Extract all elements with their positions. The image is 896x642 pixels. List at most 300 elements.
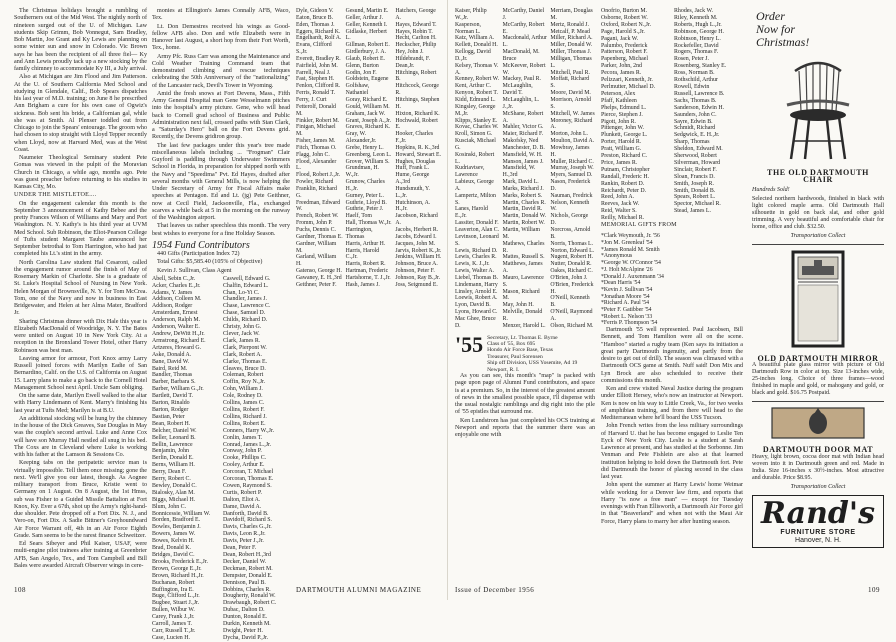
contributor-name: Kroll, Simon G. bbox=[455, 131, 493, 138]
contributor-name: Hutchinson, A. H.,Jr. bbox=[395, 199, 431, 213]
contributor-name: Hayes, Robin T. bbox=[395, 28, 433, 35]
contributor-list bbox=[601, 8, 743, 222]
contributor-name: Collins, Richard J. bbox=[223, 413, 267, 420]
issue-date: Issue of December 1956 bbox=[455, 586, 535, 594]
paragraph: An additional stocking will be hung by the chimney in the house of the Dick Greaves, Sue Douglas in May was the couple's second arrival. Luke and Anne Cox will have son Murray Hall nestled all snug in his bed. The Coxs are in Cleveland where Luke is working with his father at the Lamson & Sessions Co. bbox=[14, 415, 147, 458]
contributor-name: Gillman, Robert E. bbox=[345, 42, 390, 49]
contributor-name: Davidoff, Richard S. bbox=[223, 517, 272, 524]
contributor-name: Moulton, David A. bbox=[550, 138, 595, 145]
transport-note: Transportation Collect bbox=[790, 232, 846, 239]
contributor-name: Bandler, Thomas bbox=[152, 372, 193, 379]
memorial-heading: MEMORIAL GIFTS FROM bbox=[601, 222, 677, 229]
order-line: Now for bbox=[756, 22, 796, 36]
paragraph: The last few packages under this year's tree made miscellaneous labels including ... "Frogman" Clair Guyford is paddling through Underwater Swimmers School in Florida, in preparation for shipped north with the Navy and "Speedima" Pvt. Ed Hayes, drafted after several months with General Mills, is now helping the Under Secretary of Army for Fiscal Affairs make speeches at Pentagon. Ed and Lt. (jg) Pete Geithner, now at Cecil Field, Jacksonville, Fla., exchanged scarves a while back at 5 in the morning on the runway of the Washington airport. bbox=[152, 142, 290, 221]
paragraph: On the same date, Marilyn Ewell walked to the altar with Harry Lindemann of Kent. Marry's finishing his last year at Tufts Med; Marilyn is at B.U. bbox=[14, 393, 147, 414]
contributor-name: Price, James R. bbox=[601, 159, 638, 166]
contributor-name: Armstrong, Richard E. bbox=[152, 337, 206, 344]
contributor-name: Hayes, Edward T. bbox=[395, 21, 437, 28]
mirror-ad-title: OLD DARTMOUTH MIRROR bbox=[757, 354, 879, 363]
memorial-gift: *Richard A. Paul '54 bbox=[601, 300, 650, 307]
contributor-name: Oakes, Richard C. bbox=[550, 268, 593, 275]
memorial-gift-list bbox=[601, 233, 743, 327]
contributor-name: Peterson, Alex bbox=[601, 90, 636, 97]
contributor-name: Lyons, Howard C. bbox=[455, 309, 498, 316]
contributor-name: Martin, Robert W. bbox=[502, 220, 545, 227]
paragraph: Also at Michigan are Jim Flood and Jim Patterson. At the U. of Southern California Med School and studying in Glendale, Calif., Bob Spears dispatches his last year of M.D. training; on June 8 he prescribed Ann Brigham a cure for his own case of Ogwiz's sickness. Bob sent his bride, a Californian gal, while she was at Smith. Al Plenser toddled out from Chicago to join the Spears' entourage. The groom who had chosen to stop straight with Lloyd Tepper recently when Lloyd, now at Harvard Med, was at the West Coast. bbox=[14, 74, 147, 153]
contributor-name: Corcoran, T. Michael bbox=[223, 469, 274, 476]
contributor-name: Hildebrandt, F. Dean,Jr. bbox=[395, 55, 431, 69]
contributor-name: Sanderson, Edwin H. bbox=[674, 104, 725, 111]
contributor-name: Bowles, Benjamin J. bbox=[152, 524, 201, 531]
contributor-name: Clever, Jack W. bbox=[223, 331, 260, 337]
contributor-name: McShane, Robert A. bbox=[502, 110, 544, 124]
contributor-name: Liebel, Thomas B. bbox=[455, 274, 499, 281]
contributor-name: Biggs, Michael H. bbox=[152, 496, 196, 503]
contributor-name: Bugbee, Stuart J.,Jr. bbox=[152, 600, 200, 607]
contributor-name: Dycha, David P.,Jr. bbox=[223, 634, 269, 641]
contributor-name: Nelson, Kenneth W. bbox=[550, 199, 590, 213]
contributor-name: Porter, Harold R. bbox=[601, 139, 642, 146]
mat-ad-title: DARTMOUTH DOOR MAT bbox=[762, 445, 874, 455]
contributor-name: McLaughlin, L. J.,Jr. bbox=[502, 96, 540, 110]
contributor-name: Howard, Stewart E. bbox=[395, 151, 442, 158]
contributor-name: Hitchings, Robert B. bbox=[395, 69, 437, 83]
contributor-name: Farrell, Neal J. bbox=[296, 69, 331, 76]
contributor-name: Belcher, Daniel W. bbox=[152, 427, 197, 434]
contributor-name: Lewis, Charles R. bbox=[455, 254, 497, 261]
divider bbox=[752, 244, 884, 245]
contributor-name: Lyon, David B. bbox=[455, 302, 491, 309]
contributor-name: Myers, Samuel D. bbox=[550, 172, 593, 179]
contributor-name: Hixton, Richard K. bbox=[395, 110, 440, 117]
fund-stat: 440 Gifts (Participation Index 72) bbox=[157, 251, 240, 257]
contributor-name: Miller, Richard A. bbox=[550, 35, 593, 42]
contributor-name: Coffin, Roy N.,Jr. bbox=[223, 379, 266, 386]
left-column-3 bbox=[296, 8, 442, 576]
contributor-name: Guthrie, Peter J. bbox=[345, 206, 384, 213]
contributor-name: Martin, David R. bbox=[502, 206, 543, 213]
contributor-name: O'Neill, Raymond A. bbox=[550, 309, 593, 322]
contributor-name: Mason, Richard M. bbox=[502, 288, 540, 302]
contributor-name: Nugent, Robert H. bbox=[550, 254, 594, 261]
paragraph: Ed Sears Sibeyer and Phil Kaiser, USAF, were multi-engine pilot trainees after training at Greenbrier AFB, San Angelo, Tex., and Tom Campbell and Bill Bales were awarded Aircraft Observer wings in cere- bbox=[14, 541, 147, 569]
contributor-name: Mathews, Charles R. bbox=[502, 240, 545, 254]
contributor-name: Carroll, James T. bbox=[152, 621, 193, 628]
contributor-name: Fast, Stephen H. bbox=[296, 76, 335, 83]
class-officer-line: Class of '55, Box 695 bbox=[487, 341, 536, 348]
contributor-name: Sedgwick, E. H.,Jr. bbox=[674, 132, 720, 139]
contributor-name: Dean, Peter F. bbox=[223, 545, 257, 552]
contributor-name: Spears, Robert L. bbox=[674, 194, 716, 201]
contributor-name: Bastian, Peter bbox=[152, 413, 185, 420]
contributor-name: Kidd, Edmund L. bbox=[455, 96, 496, 103]
contributor-name: Loewis, Robert A. bbox=[455, 295, 498, 302]
transport-note: Transportation Collect bbox=[790, 483, 846, 490]
class-year: '55 bbox=[455, 331, 484, 357]
contributor-name: Bane, David W. bbox=[152, 358, 190, 365]
contributor-name: Conlin, James T. bbox=[223, 434, 263, 441]
contributor-name: Harris, Arthur H. bbox=[345, 240, 386, 247]
contributor-name: Makofsky, Ned bbox=[502, 138, 539, 145]
contributor-name: Dwight, Peter H. bbox=[223, 627, 263, 634]
contributor-name: Fuchs, Dennis C. bbox=[296, 227, 336, 233]
contributor-name: Rogers, Thomas F. bbox=[674, 49, 719, 56]
contributor-name: Hey, John J. bbox=[395, 49, 424, 56]
contributor-name: Norcross, Arnold B. bbox=[550, 227, 591, 240]
contributor-name: Bean, Robert H. bbox=[152, 420, 191, 427]
contributor-name: Mertz, Ronald J. bbox=[550, 21, 589, 28]
contributor-name: Finigan, Michael M. bbox=[296, 124, 336, 138]
order-line: Christmas! bbox=[756, 35, 810, 49]
store-type: FURNITURE STORE bbox=[780, 528, 856, 536]
contributor-name: Mansfield, W. H. bbox=[502, 151, 543, 158]
contributor-name: Deckman, Robert M. bbox=[223, 565, 273, 572]
contributor-name: Bialosky, Alan M. bbox=[152, 489, 195, 496]
contributor-name: Dempster, Donald E. bbox=[223, 572, 273, 579]
contributor-name: Russell, Lawrence B. bbox=[674, 90, 725, 97]
contributor-name: Martin, Donald W. bbox=[502, 213, 547, 220]
contributor-name: Reid, Walter S. bbox=[601, 208, 637, 215]
contributor-name: O'Brien, John J. bbox=[550, 274, 588, 281]
left-column-2 bbox=[152, 8, 290, 641]
contributor-name: Case, Lucien H. bbox=[152, 634, 190, 641]
contributor-name: Decker, Daniel W. bbox=[223, 558, 267, 565]
mat-ad-body: Heavy, light brown, cocoa door mat with Indian head woven into it in Dartmouth green and red. Made in India. Size 16-inches x 30½-inches. Most attractive and durable. Price $8.95. bbox=[752, 453, 884, 481]
contributor-name: Muller, Richard C. bbox=[550, 158, 594, 165]
contributor-name: Glaub, Robert E. bbox=[345, 55, 385, 62]
contributor-name: Conway, John P. bbox=[223, 448, 262, 455]
contributor-name: Bewley, Donald C. bbox=[152, 482, 197, 489]
contributor-name: Dyle, Gideon V. bbox=[296, 8, 334, 14]
contributor-name: Johnson, Bruce A. bbox=[395, 261, 438, 268]
contributor-name: Berry, Robert C. bbox=[152, 476, 191, 483]
contributor-name: Curtis, Robert P. bbox=[223, 489, 262, 496]
class-officer-line: Hondo Air Force Base, Texas bbox=[487, 347, 553, 354]
memorial-gift: *Ferris P. Thompson '54 bbox=[601, 320, 658, 327]
contributor-name: Jacobson, Richard A. bbox=[395, 213, 438, 227]
contributor-name: Baird, Reid M. bbox=[152, 365, 188, 372]
class-officer-line: Newport, R. I. bbox=[487, 366, 520, 373]
contributor-name: Onofrio, Burton M. bbox=[601, 8, 648, 14]
contributor-name: Klipps, Stanley E. bbox=[455, 117, 498, 124]
contributor-name: Dennison, Paul B. bbox=[223, 579, 266, 586]
contributor-name: Maier, Richard F. bbox=[502, 131, 544, 138]
contributor-name: Blum, John C. bbox=[152, 503, 187, 510]
paragraph: Dartmouth '55 well represented. Paul Jacobsen, Bill Bennett, and Tom Hamilton were all on the scene. "Hamboo" started a rugby team (Ken says its initiation a great party Dartmouth ingenuity, and partly from the desire to get out of drill). The season was climaxed with a Dartmouth OCS game at Smith. Nuff said! Don Mix and Lyn Brock are also scheduled to receive their commissions this month. bbox=[601, 327, 743, 384]
contributor-name: Chan, Lo-Yi C. bbox=[223, 289, 260, 296]
contributor-name: Kellett, Donald H. bbox=[455, 42, 498, 49]
contributor-name: Jacques, John M. bbox=[395, 240, 436, 247]
contributor-name: Lewis, K. J.,Jr. bbox=[455, 261, 490, 268]
contributor-name: Geithner, Peter F. bbox=[296, 281, 337, 288]
contributor-name: Dubac, Dalton D. bbox=[223, 607, 265, 614]
paragraph: Sharing Christmas dinner with Dix Hale this year is Elizabeth MacDonald of Woodridge, N. Y. The Bates were united on August 10 in New York City. At a reception in the Bronxland Tower Hotel, other Harry Robinson was best man. bbox=[14, 318, 147, 354]
paragraph: As you can see, this month's "map" is packed with page upon page of Alumni Fund contributors, and space is at a premium. So, in the interest of the greatest amount of news in the smallest possible space, I'll dispense with the usual nostalgic ramblings and dig right into the pile of '55 epistles that surround me. bbox=[455, 373, 595, 416]
contributor-name: Greenberg, Leon L. bbox=[345, 151, 392, 158]
contributor-name: Huff, Frank L. bbox=[395, 165, 430, 172]
contributor-name: Jacobs, Herbert R. bbox=[395, 227, 439, 233]
contributor-name: Nichols, George D. bbox=[550, 213, 589, 227]
contributor-name: Bartlett, David T. bbox=[152, 393, 194, 400]
contributor-name: Mattes, Russell S. bbox=[502, 254, 545, 261]
contributor-name: Mark, David L. bbox=[502, 179, 539, 186]
contributor-name: Grant, Joseph A.,Jr. bbox=[345, 117, 392, 124]
contributor-name: Roberts, Hugh L.,Jr. bbox=[674, 21, 722, 28]
contributor-name: Fairfield, John M. bbox=[296, 62, 338, 69]
contributor-name: Fenlon, Clifford R. bbox=[296, 83, 341, 90]
contributor-name: Plunkett, George L. bbox=[601, 132, 648, 139]
contributor-name: Corcoran, Thomas E. bbox=[223, 476, 274, 483]
contributor-name: Grundman, H. W.,Jr. bbox=[345, 165, 379, 179]
contributor-name: Johnson, Ray B.,Jr. bbox=[395, 274, 441, 281]
contributor-name: Anderson, Walter E. bbox=[152, 324, 200, 331]
contributor-name: Kovac, Charles W. bbox=[455, 124, 499, 131]
contributor-name: Lassiter, Donald F. bbox=[455, 220, 499, 227]
contributor-name: Conners, Harry W.,Jr. bbox=[223, 427, 275, 434]
contributor-name: Acker, Charles E.,Jr. bbox=[152, 282, 201, 289]
contributor-name: Sharp, Thomas bbox=[674, 139, 710, 146]
contributor-name: Lanes, Harold E.,Jr. bbox=[455, 206, 488, 220]
paragraph: Ken Lundstrom has just completed his OCS training at Newport and reports that the summer there was an enjoyable one with bbox=[455, 417, 595, 439]
contributor-name: Macdonald, Arthur L. bbox=[502, 35, 547, 49]
contributor-name: Freedman, Edward W. bbox=[296, 199, 341, 213]
contributor-name: Reed, John A. bbox=[601, 194, 635, 201]
contributor-name: Mowbray, James H. bbox=[550, 144, 590, 158]
contributor-name: McLaughlin, David T. bbox=[502, 83, 533, 97]
contributor-name: Labieux, George A. bbox=[455, 179, 494, 192]
contributor-name: Goray, Richard E. bbox=[345, 96, 388, 103]
contributor-name: Mitchell, W. James bbox=[550, 110, 595, 117]
contributor-name: Silverman, Howard bbox=[674, 159, 721, 166]
right-column-1 bbox=[455, 8, 595, 576]
contributor-name: Borden, Bradford E. bbox=[152, 517, 201, 524]
contributor-name: Manson, James J. bbox=[502, 158, 544, 165]
contributor-name: Hochwald, Robert E. bbox=[395, 117, 438, 131]
contributor-name: Brooks, Frederick E.,Jr. bbox=[152, 558, 208, 565]
contributor-name: Adams, Y. James bbox=[152, 289, 193, 296]
contributor-name: Cole, Rodney D. bbox=[223, 393, 263, 400]
magazine-title: DARTMOUTH ALUMNI MAGAZINE bbox=[296, 586, 422, 594]
contributor-name: Gidlaske, Herbert L. bbox=[345, 28, 387, 42]
contributor-name: Amsterdam, Ernest bbox=[152, 310, 198, 317]
contributor-name: Robinson, Henry L. bbox=[674, 35, 721, 42]
contributor-name: Kosinski, Robert L. bbox=[455, 151, 495, 165]
contributor-name: McCarthy, Daniel J. bbox=[502, 8, 545, 21]
contributor-name: Sachs, Thomas B. bbox=[674, 97, 717, 104]
contributor-name: Sheldon, Edward M. bbox=[674, 146, 723, 153]
contributor-name: Page, Harold S.,Jr. bbox=[601, 28, 645, 35]
contributor-name: Fisher, James M. bbox=[296, 138, 336, 145]
contributor-name: Sinclair, Robert F. bbox=[674, 166, 717, 173]
contributor-name: Mauro, Lawrence S. bbox=[502, 274, 544, 288]
contributor-name: Murray, Joseph W. bbox=[550, 165, 594, 172]
contributor-name: Olson, Richard M. bbox=[550, 322, 594, 329]
contributor-name: Bowers, James W. bbox=[152, 531, 196, 538]
contributor-name: Clark, James R. bbox=[223, 337, 261, 344]
contributor-name: Harris, Robert R. bbox=[345, 261, 386, 268]
contributor-name: Martin, William M. bbox=[502, 227, 540, 240]
contributor-name: Matthews, James A. bbox=[502, 261, 543, 275]
divider bbox=[752, 401, 884, 402]
contributor-name: Papenberg, Michael bbox=[601, 56, 649, 63]
contributor-name: Nauman, Fredrick bbox=[550, 192, 593, 199]
contributor-name: Cooke, Phillips C. bbox=[223, 455, 267, 462]
memorial-gift: *Robert L. Nelson '33 bbox=[601, 313, 653, 320]
contributor-name: O'Neill, Kenneth B. bbox=[550, 295, 590, 309]
contributor-name: Sayre, Edwin B. bbox=[674, 118, 713, 125]
left-column-1 bbox=[14, 8, 147, 576]
mirror-illustration bbox=[790, 249, 846, 349]
contributor-name: Levinson, Leonard S. bbox=[455, 233, 499, 247]
contributor-name: Brown, Richard H.,Jr. bbox=[152, 572, 204, 579]
contributor-name: Bonnicessie, William W. bbox=[152, 510, 211, 517]
door-mat-illustration bbox=[770, 406, 866, 440]
contributor-name: Milligan, Thomas L. bbox=[550, 55, 592, 69]
contributor-name: Davis, Charles G.,Jr. bbox=[223, 524, 272, 531]
contributor-name: Flood, Alexander L. bbox=[296, 158, 337, 172]
contributor-name: MacDonald, M. Bruce bbox=[502, 49, 540, 62]
paragraph: Leaving armor for armour, Fort Knox army Larry Russell joined forces with Marilyn Eadie of San Bernardino, Calif. on the U.S. of California on August 15. Larry plans to make a go back to the Cornell Hotel Management School next April. Uncle Sam obliging. bbox=[14, 355, 148, 391]
contributor-name: Merriam, Douglas M. bbox=[550, 8, 593, 21]
paragraph: monies at Ellington's James Connally AFB, Waco, Tex. bbox=[152, 8, 290, 22]
contributor-name: Sherwood, Robert bbox=[674, 153, 717, 160]
mirror-ad-body: A beautiful plate glass mirror with picture of Old Dartmouth Row in color at top. Size 13-inches wide, 25-inches long. Choice of three frames—wood finished in maple and gold, or mahogany and gold, or black and gold. $16.75 Postpaid. bbox=[752, 362, 884, 397]
contributor-name: Parker, John, 2nd bbox=[601, 63, 642, 70]
contributor-name: Grebe, Henry L. bbox=[345, 144, 384, 151]
contributor-name: Mitchell, Paul R. bbox=[550, 69, 590, 76]
contributor-name: Kingsley, George M.,Jr. bbox=[455, 103, 496, 117]
contributor-name: Berry, Dean F. bbox=[152, 469, 187, 476]
contributor-name: Menzer, Harold L. bbox=[502, 322, 546, 329]
contributor-name: Gardner, William M. bbox=[296, 240, 337, 254]
contributor-name: Rosenberg, Stanley E. bbox=[674, 63, 727, 70]
contributor-name: Eden, Thomas J. bbox=[296, 21, 335, 28]
contributor-name: Kusciak, Michael G. bbox=[455, 138, 496, 151]
contributor-name: Dame, David A. bbox=[223, 503, 262, 510]
contributor-name: Marks, Robert S. bbox=[502, 192, 543, 199]
chair-ad-title: THE OLD DARTMOUTH CHAIR bbox=[767, 168, 869, 185]
contributor-name: Chase, Samuel D. bbox=[223, 310, 266, 317]
contributor-name: Cowen, Raymond S. bbox=[223, 482, 272, 489]
contributor-name: Ferry, J. Curt bbox=[296, 96, 327, 103]
rands-store-ad bbox=[752, 495, 884, 549]
contributor-name: Hughes, Douglas bbox=[395, 158, 436, 165]
contributor-name: Ross, Norman B. bbox=[674, 70, 715, 77]
contributor-name: Barton, Rodger bbox=[152, 406, 189, 413]
contributor-name: Graves, Richard K. bbox=[345, 124, 391, 131]
contributor-name: Rosen, Peter J. bbox=[674, 56, 710, 63]
contributor-name: Rockefeller, David bbox=[674, 42, 719, 49]
contributor-name: Palumbo, Frederick bbox=[601, 42, 648, 49]
memorial-gift: *Kevin J. Sullivan '54 bbox=[601, 286, 653, 293]
contributor-name: Kent, Arthur C. bbox=[455, 83, 492, 90]
contributor-name: Dalton, Eliot A. bbox=[223, 496, 261, 503]
contributor-name: Davis, Leon R.,Jr. bbox=[223, 531, 266, 538]
contributor-name: Buffington, Ira E. bbox=[152, 586, 194, 593]
contributor-name: Norris, Thomas L. bbox=[550, 240, 594, 247]
contributor-name: Barber, William G.,Jr. bbox=[152, 386, 204, 393]
contributor-name: Katz, William A. bbox=[455, 35, 495, 42]
store-name: Rand's bbox=[761, 495, 875, 531]
contributor-name: Clark, Pierpont W. bbox=[223, 344, 267, 351]
store-location: Hanover, N. H. bbox=[795, 537, 841, 544]
fund-stat: Total Gifts: $5,585.40 (105% of Objective) bbox=[157, 259, 263, 266]
contributor-name: Rhodes, Jack W. bbox=[674, 8, 713, 14]
contributor-name: Pratt, William G. bbox=[601, 146, 642, 153]
contributor-name: Jacobs, Edward I. bbox=[395, 233, 437, 240]
paragraph: Ken and crew visited Naval Justice during the program under Elliott Hersey, who's now an instructor at Newport. Ken is now on his way to Little Creek, Va., for two weeks of amphibian training, and from there will head to the Mediterranean where he'll board the USS Tucson. bbox=[601, 386, 743, 422]
contributor-name: Jenkins, William H. bbox=[395, 254, 442, 261]
contributor-name: Dobbins, Charles R. bbox=[223, 586, 271, 593]
contributor-name: Clarke, Thomas E. bbox=[223, 358, 268, 365]
paragraph: Keeping tabs on the peripatetic service man is virtually impossible. Tell them once missing; gone the next. We'll give you our latest, though. As Aognee military transport from Bruce, Kristie went to Germany on 1 August. On 8 August, the 1st Hmss, sub was Fisher to a Guided Missile Battalion at Fort Knox, Ky. Ever a 67th, shot up the Army's right-hand-due shoulder. Pete dropped off a Fort Dix. N. J., and Vero-on, Fort Dix. A Sadie Bittner's Greyhoundward Air Force Warrant off, 4th in an Air Force Eighth Grade. Sam seems to be the rarest finance Schweitzer. bbox=[14, 460, 147, 539]
contributor-name: Harris, Harold C.,Jr. bbox=[345, 247, 380, 261]
paragraph: On the engagement calendar this month is the September 3 announcement of Kathy Bebee and the pretty Frances Wilson of Williams and Mary and Port Washington. N. Y. Kathy's is his third year at UVM Med School. Sub Robinson, the Eliot-Pearson College of Tufts student Margaret Taube announced her September betrothal to Tom Harrington, who had just completed his Lt.'s stint in the army. bbox=[14, 200, 147, 258]
contributor-name: Chalfin, Edward L. bbox=[223, 282, 269, 289]
contributor-name: Gatenso, George H. bbox=[296, 268, 342, 275]
contributor-name: Finkler, Robert M. bbox=[296, 117, 340, 124]
contributor-name: Lewis, Walter A. bbox=[455, 268, 495, 275]
contributor-name: Kudriavtsev, Lawrence bbox=[455, 165, 485, 179]
paragraph: Amid the fresh snows at Fort Devens, Mass., Fifth Army General Hospital man Gene Wesselmann pitches into the hospital's army picture. Gene, who will head back to Cornell grad school of Business and Public Administration next fall, crossed paths with Stan Clark, a "Saturday's Hero" ball on the Fort Devens grid. Recently, the Devens gridiron group. bbox=[152, 90, 290, 141]
contributor-name: Phelps, Edmund L. bbox=[601, 104, 647, 111]
left-page-number: 108 bbox=[14, 586, 26, 594]
contributor-name: Collins, Robert F. bbox=[223, 406, 265, 413]
contributor-name: Joss, Seigmund E. bbox=[395, 281, 438, 288]
contributor-name: Hartshorne, T. J.,Jr. bbox=[345, 274, 391, 281]
right-column-2 bbox=[601, 8, 743, 576]
contributor-name: O'Brien, Frederick H. bbox=[550, 281, 594, 295]
memorial-gift: *Jonathan Moore '54 bbox=[601, 293, 650, 300]
paragraph: Naumeier Theological Seminary student Pete Gomas was viewed in the pulpit of the Moravian Church in Chicago, a while ago, months ago. Pete was guest preacher before returning to his studies in Kansas City, Mo. bbox=[14, 155, 147, 190]
memorial-gift: *George W. O'Connor '54 bbox=[601, 260, 661, 267]
contributor-name: Geller, Arthur J. bbox=[345, 14, 384, 21]
contributor-name: Nutter, Donald R. bbox=[550, 261, 592, 268]
contributor-name: Collins, Robert E. bbox=[223, 420, 266, 427]
contributor-name: Beller, Leonard B. bbox=[152, 434, 196, 441]
contributor-name: Melville, Donald R. bbox=[502, 309, 543, 322]
memorial-gift: *J. Holt McAlpine '26 bbox=[601, 266, 653, 273]
contributor-name: Ferris, Ronald T. bbox=[296, 90, 336, 97]
contributor-name: Sloan, Francis D. bbox=[674, 173, 715, 180]
contributor-name: Smith, Joseph R. bbox=[674, 180, 714, 187]
contributor-name: Dean, Robert H.,3rd bbox=[223, 552, 271, 558]
order-line: Order bbox=[756, 9, 785, 23]
contributor-name: Evans, Clifford S.,Jr. bbox=[296, 42, 332, 56]
contributor-name: Gesund, Martin E. bbox=[345, 8, 389, 14]
contributor-name: Dougherty, Ronald W. bbox=[223, 593, 276, 600]
paragraph: John spent the summer at Harry Lewis' home Weimar while working for a Denver law firm, and reports that Harry "is now a free man" — except for Tuesday evenings with Fran Ellisworth, a Dartmouth Air Force girl in that "Beaverland" and when not with the Maui Air Force, Harry plans to marry her after hunting season. bbox=[601, 482, 743, 525]
contributor-name: Martin, Charles R. bbox=[502, 199, 546, 206]
contributor-name: Collins, James C. bbox=[223, 400, 265, 407]
contributor-name: Rothschild, Arthur bbox=[674, 77, 718, 84]
contributor-name: Pierce, Stephen J. bbox=[601, 111, 643, 118]
contributor-name: Johnson, Peter F. bbox=[395, 268, 435, 275]
contributor-name: Abell, Sebin C.,Jr. bbox=[152, 275, 196, 282]
contributor-name: Barber, Barbara S. bbox=[152, 379, 196, 386]
contributor-name: Drawbaugh, Robert C. bbox=[223, 600, 277, 607]
contributor-name: Miller, Thomas J. bbox=[550, 49, 592, 56]
contributor-name: Kenyon, Robert T. bbox=[455, 90, 498, 97]
memorial-gift: *Dean Harris '54 bbox=[601, 280, 641, 287]
contributor-list bbox=[455, 8, 595, 330]
contributor-name: Brad, Donald K. bbox=[152, 545, 191, 552]
fund-stat: Kevin J. Sullivan, Class Agent bbox=[157, 267, 232, 274]
contributor-name: Eggers, Richard K. bbox=[296, 28, 341, 35]
contributor-name: Flood, Robert J.,Jr. bbox=[296, 172, 341, 179]
contributor-name: Anderson, Ralph M. bbox=[152, 317, 201, 324]
contributor-name: French, Robert W. bbox=[296, 213, 339, 220]
